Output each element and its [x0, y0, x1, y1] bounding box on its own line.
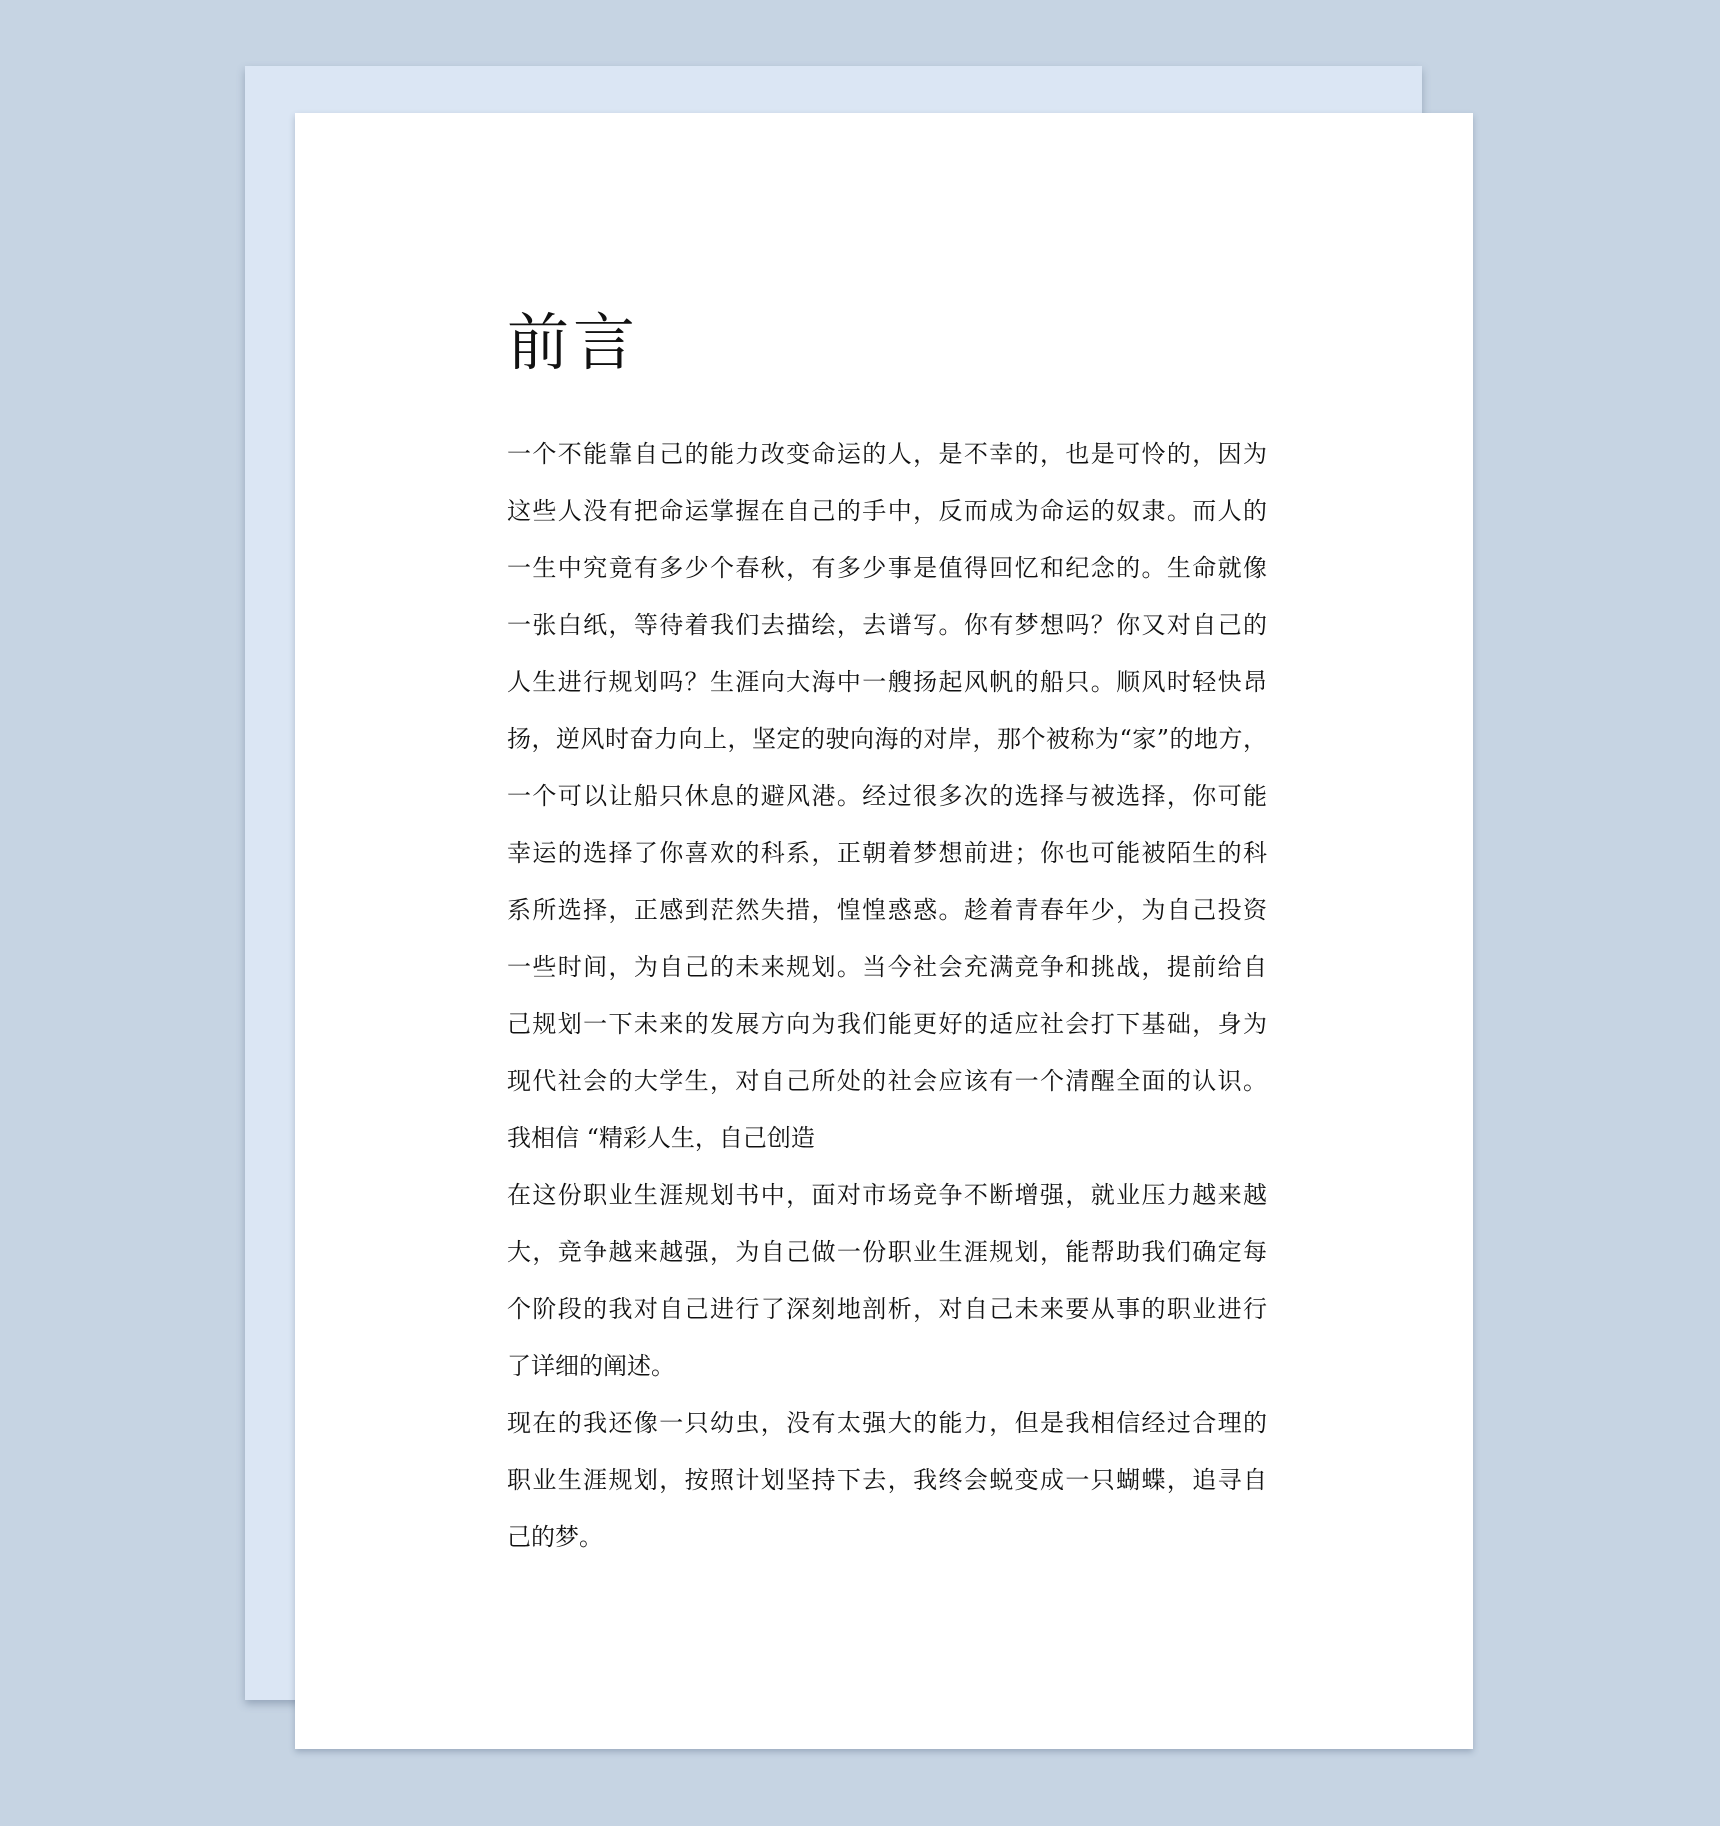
- text-line: 现在的我还像一只幼虫，没有太强大的能力，但是我相信经过合理的: [507, 1409, 1267, 1437]
- text-line: 在这份职业生涯规划书中，面对市场竞争不断增强，就业压力越来越: [507, 1181, 1267, 1209]
- text-line: 现代社会的大学生，对自己所处的社会应该有一个清醒全面的认识。: [507, 1067, 1267, 1095]
- text-line: 一生中究竟有多少个春秋，有多少事是值得回忆和纪念的。生命就像: [507, 554, 1267, 582]
- text-line: 一张白纸，等待着我们去描绘，去谱写。你有梦想吗？你又对自己的: [507, 611, 1267, 639]
- text-line: 一个不能靠自己的能力改变命运的人，是不幸的，也是可怜的，因为: [507, 440, 1267, 468]
- text-line: 这些人没有把命运掌握在自己的手中，反而成为命运的奴隶。而人的: [507, 497, 1267, 525]
- text-line: 我相信 “精彩人生，自己创造: [507, 1124, 815, 1152]
- text-line: 个阶段的我对自己进行了深刻地剖析，对自己未来要从事的职业进行: [507, 1295, 1267, 1323]
- text-line: 系所选择，正感到茫然失措，惶惶惑惑。趁着青春年少，为自己投资: [507, 896, 1267, 924]
- text-line: 一个可以让船只休息的避风港。经过很多次的选择与被选择，你可能: [507, 782, 1267, 810]
- text-line: 幸运的选择了你喜欢的科系，正朝着梦想前进；你也可能被陌生的科: [507, 839, 1267, 867]
- page-title: 前言: [507, 306, 640, 379]
- text-line: 职业生涯规划，按照计划坚持下去，我终会蜕变成一只蝴蝶，追寻自: [507, 1466, 1267, 1494]
- text-line: 己的梦。: [507, 1523, 603, 1551]
- text-line: 人生进行规划吗？生涯向大海中一艘扬起风帆的船只。顺风时轻快昂: [507, 668, 1267, 696]
- text-line: 己规划一下未来的发展方向为我们能更好的适应社会打下基础，身为: [507, 1010, 1267, 1038]
- document-page: [295, 113, 1473, 1749]
- text-line: 扬，逆风时奋力向上，坚定的驶向海的对岸，那个被称为“家”的地方，: [507, 725, 1267, 753]
- text-line: 大，竞争越来越强，为自己做一份职业生涯规划，能帮助我们确定每: [507, 1238, 1267, 1266]
- document-body: [507, 426, 1267, 1566]
- text-line: 了详细的阐述。: [507, 1352, 675, 1380]
- text-line: 一些时间，为自己的未来规划。当今社会充满竞争和挑战，提前给自: [507, 953, 1267, 981]
